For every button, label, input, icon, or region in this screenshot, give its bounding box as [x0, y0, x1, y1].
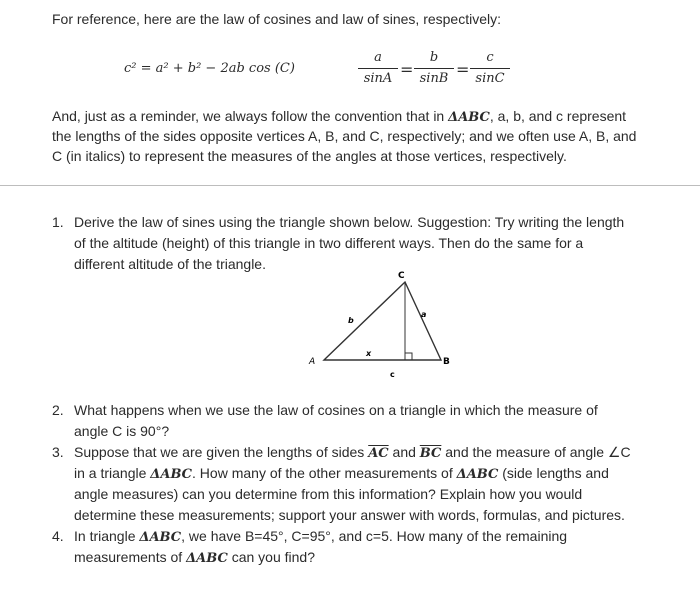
sines-numerator-c: c	[486, 50, 494, 65]
segment-ac: $\overline{AC}$	[368, 446, 389, 461]
triangle-shape	[324, 282, 441, 360]
reference-text: For reference, here are the law of cosines and law of sines, respectively:	[52, 11, 501, 27]
q4-line-2: measurements of ΔABC can you find?	[74, 549, 315, 566]
q4-number: 4.	[52, 528, 64, 544]
law-of-cosines: c² = a² + b² − 2ab cos (C)	[124, 61, 295, 76]
q3-line-3: angle measures) can you determine from this information? Explain how you would	[74, 486, 583, 502]
segment-bc: $\overline{BC}$	[419, 446, 442, 461]
sines-denominator-a: sinA	[363, 71, 393, 86]
q3-line-2: in a triangle ΔABC. How many of the other measurements of ΔABC (side lengths and	[74, 465, 609, 482]
q3-line-4: determine these measurements; support your answer with words, formulas, and pictures.	[74, 507, 625, 523]
q2-line-2: angle C is 90°?	[74, 423, 170, 439]
q1-number: 1.	[52, 214, 64, 230]
vertex-b-label: B	[443, 357, 450, 367]
section-divider	[0, 185, 700, 186]
segment-x-label: x	[366, 349, 372, 358]
right-angle-marker	[405, 353, 412, 360]
q3-number: 3.	[52, 444, 64, 460]
q1-line-2: of the altitude (height) of this triangle in two different ways. Then do the same for a	[74, 235, 584, 251]
q4-line-1: In triangle ΔABC, we have B=45°, C=95°, and c=5. How many of the remaining	[74, 528, 568, 545]
equals-sign-1: =	[400, 60, 414, 79]
side-c-label: c	[390, 370, 395, 379]
sines-numerator-b: b	[429, 50, 439, 65]
sines-denominator-c: sinC	[475, 71, 505, 86]
sines-fraction-b	[414, 49, 454, 88]
triangle-diagram	[300, 268, 470, 383]
q2-line-1: What happens when we use the law of cosines on a triangle in which the measure of	[74, 402, 598, 418]
q1-line-1: Derive the law of sines using the triangle shown below. Suggestion: Try writing the length	[74, 214, 625, 230]
reminder-line-2: the lengths of the sides opposite vertices A, B, and C, respectively; and we often use A, B, and	[52, 128, 637, 144]
triangle-abc-label: ΔABC	[448, 110, 490, 125]
q2-number: 2.	[52, 402, 64, 418]
sines-fraction-a	[358, 49, 398, 88]
sines-denominator-b: sinB	[419, 71, 449, 86]
side-a-label: a	[421, 310, 427, 319]
q1-line-3: different altitude of the triangle.	[74, 256, 266, 272]
equals-sign-2: =	[456, 60, 470, 79]
reminder-line-3: C (in italics) to represent the measures of the angles at those vertices, respectively.	[52, 148, 567, 164]
vertex-c-label: C	[398, 271, 405, 281]
sines-fraction-c	[470, 49, 510, 88]
reminder-line-1: And, just as a reminder, we always follow the convention that in ΔABC, a, b, and c represent	[52, 108, 627, 125]
q3-line-1: Suppose that we are given the lengths of sides $\overline{AC}$ and $\overline{BC}$ and the measure of angle ∠C	[74, 444, 631, 461]
vertex-a-label: A	[309, 357, 316, 367]
sines-numerator-a: a	[374, 50, 382, 65]
side-b-label: b	[348, 316, 354, 325]
